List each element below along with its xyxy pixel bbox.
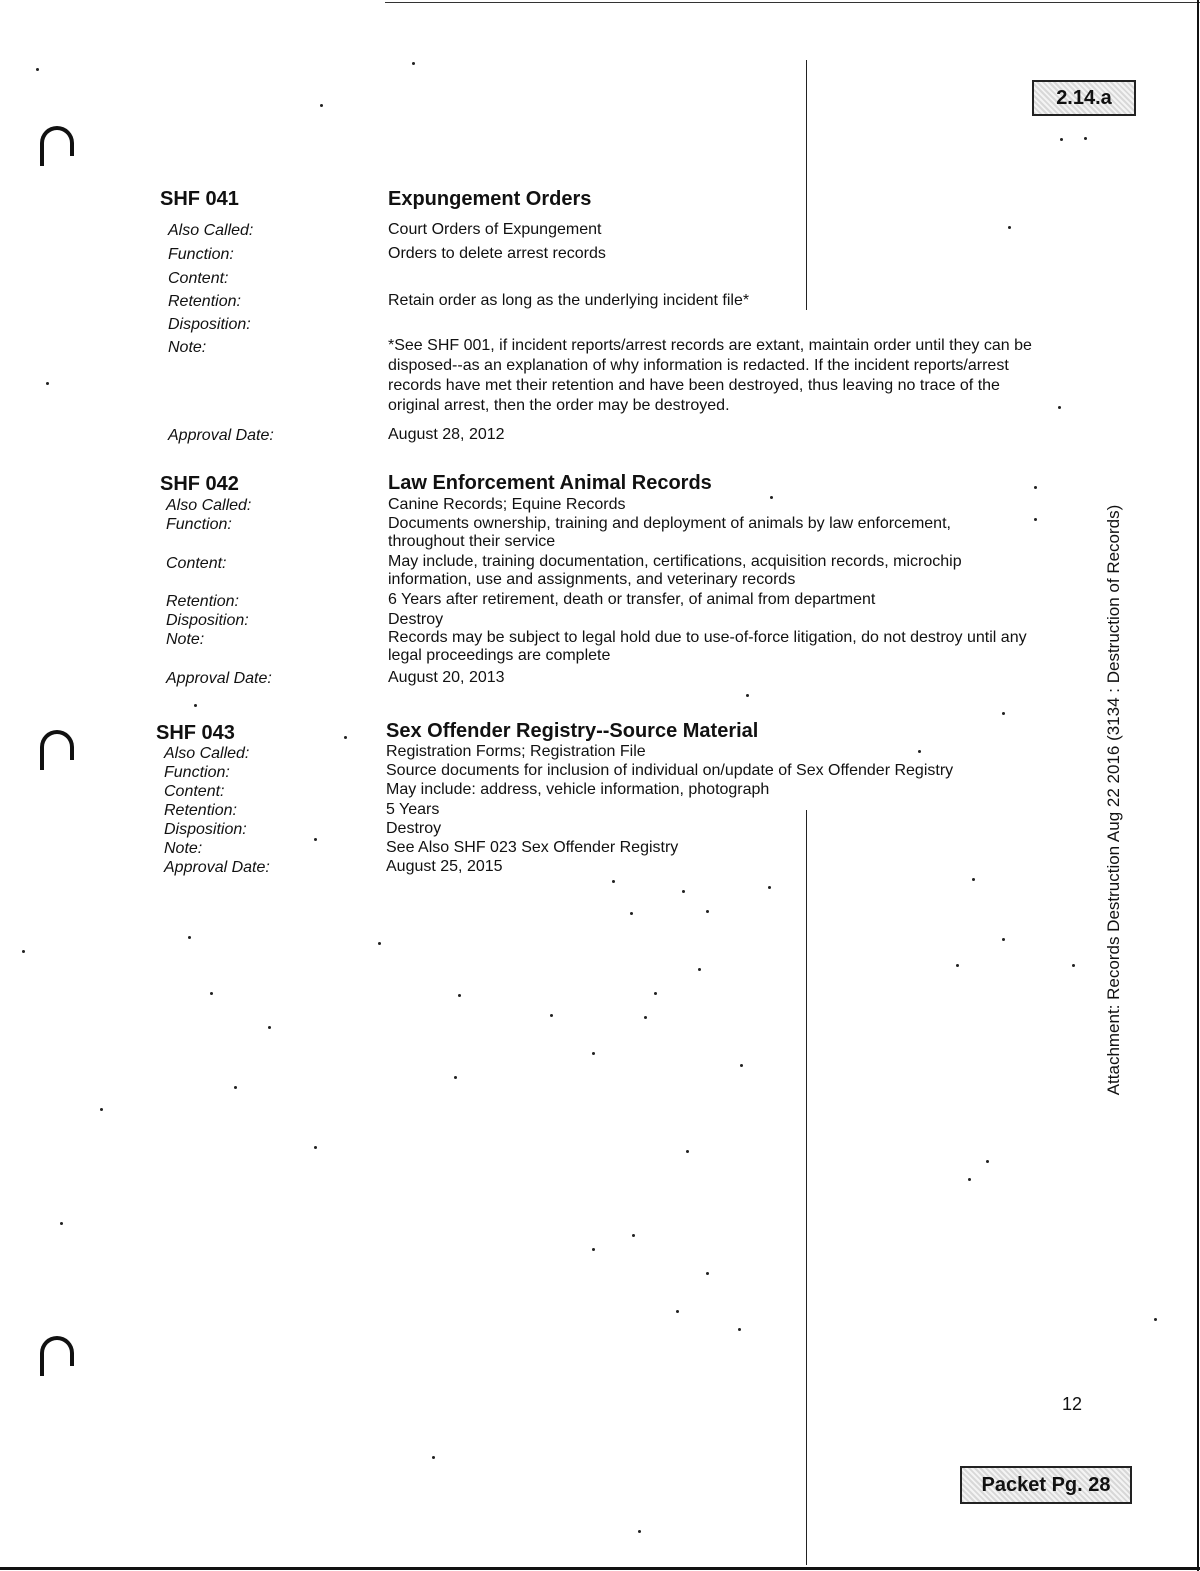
value-retention: 5 Years	[386, 801, 440, 818]
scan-speck	[1008, 226, 1011, 229]
scan-speck	[46, 382, 49, 385]
scan-speck	[194, 704, 197, 707]
scan-speck	[738, 1328, 741, 1331]
label-function: Function:	[166, 516, 232, 533]
scan-speck	[676, 1310, 679, 1313]
value-also-called: Canine Records; Equine Records	[388, 496, 626, 513]
scan-speck	[550, 1014, 553, 1017]
scan-speck	[706, 1272, 709, 1275]
scan-speck	[654, 992, 657, 995]
scan-speck	[1034, 486, 1037, 489]
label-retention: Retention:	[164, 802, 237, 819]
scan-speck	[22, 950, 25, 953]
scan-speck	[1060, 138, 1063, 141]
scan-speck	[968, 1178, 971, 1181]
label-approval-date: Approval Date:	[164, 859, 270, 876]
scan-speck	[630, 912, 633, 915]
scan-speck	[314, 1146, 317, 1149]
scan-speck	[60, 1222, 63, 1225]
label-note: Note:	[166, 631, 205, 648]
label-content: Content:	[164, 783, 225, 800]
scan-speck	[378, 942, 381, 945]
scan-speck	[36, 68, 39, 71]
label-disposition: Disposition:	[166, 612, 249, 629]
value-content: May include: address, vehicle information, photograph	[386, 781, 770, 798]
scan-speck	[706, 910, 709, 913]
scan-speck	[432, 1456, 435, 1459]
label-retention: Retention:	[168, 293, 241, 310]
label-note: Note:	[168, 339, 207, 356]
value-approval-date: August 28, 2012	[388, 426, 505, 443]
scan-speck	[1072, 964, 1075, 967]
label-approval-date: Approval Date:	[168, 427, 274, 444]
scan-speck	[1002, 712, 1005, 715]
label-retention: Retention:	[166, 593, 239, 610]
scan-speck	[682, 890, 685, 893]
label-content: Content:	[168, 270, 229, 287]
label-function: Function:	[164, 764, 230, 781]
value-retention: 6 Years after retirement, death or transfer, of animal from department	[388, 591, 876, 608]
scan-speck	[100, 1108, 103, 1111]
label-also-called: Also Called:	[164, 745, 250, 762]
scan-speck	[644, 1016, 647, 1019]
value-disposition: Destroy	[388, 611, 444, 628]
value-note: *See SHF 001, if incident reports/arrest records are extant, maintain order until they can be disposed--as an explanation of why information is redacted. If the incident reports/arrest records have met their retention and have been destroyed, thus leaving no trace of the original arrest, then the order may be destroyed.	[388, 337, 1032, 414]
value-note: Records may be subject to legal hold due to use-of-force litigation, do not destroy until any legal proceedings are complete	[388, 629, 1027, 664]
binder-hole	[40, 1336, 74, 1366]
binder-hole	[40, 730, 74, 760]
attachment-label: Attachment: Records Destruction Aug 22 2016 (3134 : Destruction of Records)	[1104, 504, 1123, 1096]
scan-speck	[592, 1052, 595, 1055]
scan-speck	[344, 736, 347, 739]
value-retention: Retain order as long as the underlying incident file*	[388, 292, 750, 309]
scan-speck	[632, 1234, 635, 1237]
column-divider	[806, 810, 807, 1565]
scan-speck	[1002, 938, 1005, 941]
scan-speck	[768, 886, 771, 889]
scan-speck	[210, 992, 213, 995]
scan-speck	[458, 994, 461, 997]
record-title: Expungement Orders	[388, 188, 592, 210]
scan-speck	[592, 1248, 595, 1251]
label-content: Content:	[166, 555, 227, 572]
scan-speck	[686, 1150, 689, 1153]
scan-speck	[1058, 406, 1061, 409]
value-content: May include, training documentation, certifications, acquisition records, microchip information, use and assignments, and veterinary records	[388, 553, 962, 588]
packet-page-stamp: Packet Pg. 28	[960, 1466, 1132, 1504]
scan-speck	[770, 496, 773, 499]
label-also-called: Also Called:	[166, 497, 252, 514]
record-title: Sex Offender Registry--Source Material	[386, 720, 759, 742]
value-function: Source documents for inclusion of individual on/update of Sex Offender Registry	[386, 762, 954, 779]
label-approval-date: Approval Date:	[166, 670, 272, 687]
value-function: Orders to delete arrest records	[388, 245, 606, 262]
scan-top-edge	[385, 2, 1200, 3]
value-approval-date: August 20, 2013	[388, 669, 505, 686]
label-disposition: Disposition:	[168, 316, 251, 333]
record-code: SHF 043	[156, 722, 235, 744]
column-divider	[806, 60, 807, 310]
scan-speck	[698, 968, 701, 971]
label-function: Function:	[168, 246, 234, 263]
binder-hole	[40, 126, 74, 156]
scan-speck	[986, 1160, 989, 1163]
scan-speck	[1034, 518, 1037, 521]
scan-right-edge	[1197, 0, 1199, 1571]
value-function: Documents ownership, training and deployment of animals by law enforcement, throughout their service	[388, 515, 951, 550]
value-note: See Also SHF 023 Sex Offender Registry	[386, 839, 679, 856]
scan-speck	[454, 1076, 457, 1079]
record-title: Law Enforcement Animal Records	[388, 472, 712, 494]
scan-speck	[956, 964, 959, 967]
scan-speck	[1154, 1318, 1157, 1321]
scan-speck	[638, 1530, 641, 1533]
value-approval-date: August 25, 2015	[386, 858, 503, 875]
scan-speck	[972, 878, 975, 881]
label-also-called: Also Called:	[168, 222, 254, 239]
scan-speck	[918, 750, 921, 753]
scan-speck	[612, 880, 615, 883]
scan-speck	[188, 936, 191, 939]
scan-speck	[746, 694, 749, 697]
scan-speck	[314, 838, 317, 841]
page-number: 12	[1062, 1394, 1083, 1414]
value-also-called: Registration Forms; Registration File	[386, 743, 646, 760]
record-code: SHF 041	[160, 188, 239, 210]
record-code: SHF 042	[160, 473, 239, 495]
scan-speck	[234, 1086, 237, 1089]
scan-bottom-edge	[0, 1567, 1200, 1570]
label-disposition: Disposition:	[164, 821, 247, 838]
scan-speck	[320, 104, 323, 107]
scan-speck	[412, 62, 415, 65]
scan-speck	[1084, 137, 1087, 140]
value-also-called: Court Orders of Expungement	[388, 221, 602, 238]
scan-speck	[740, 1064, 743, 1067]
value-disposition: Destroy	[386, 820, 442, 837]
agenda-item-stamp: 2.14.a	[1032, 80, 1136, 116]
label-note: Note:	[164, 840, 203, 857]
scan-speck	[268, 1026, 271, 1029]
